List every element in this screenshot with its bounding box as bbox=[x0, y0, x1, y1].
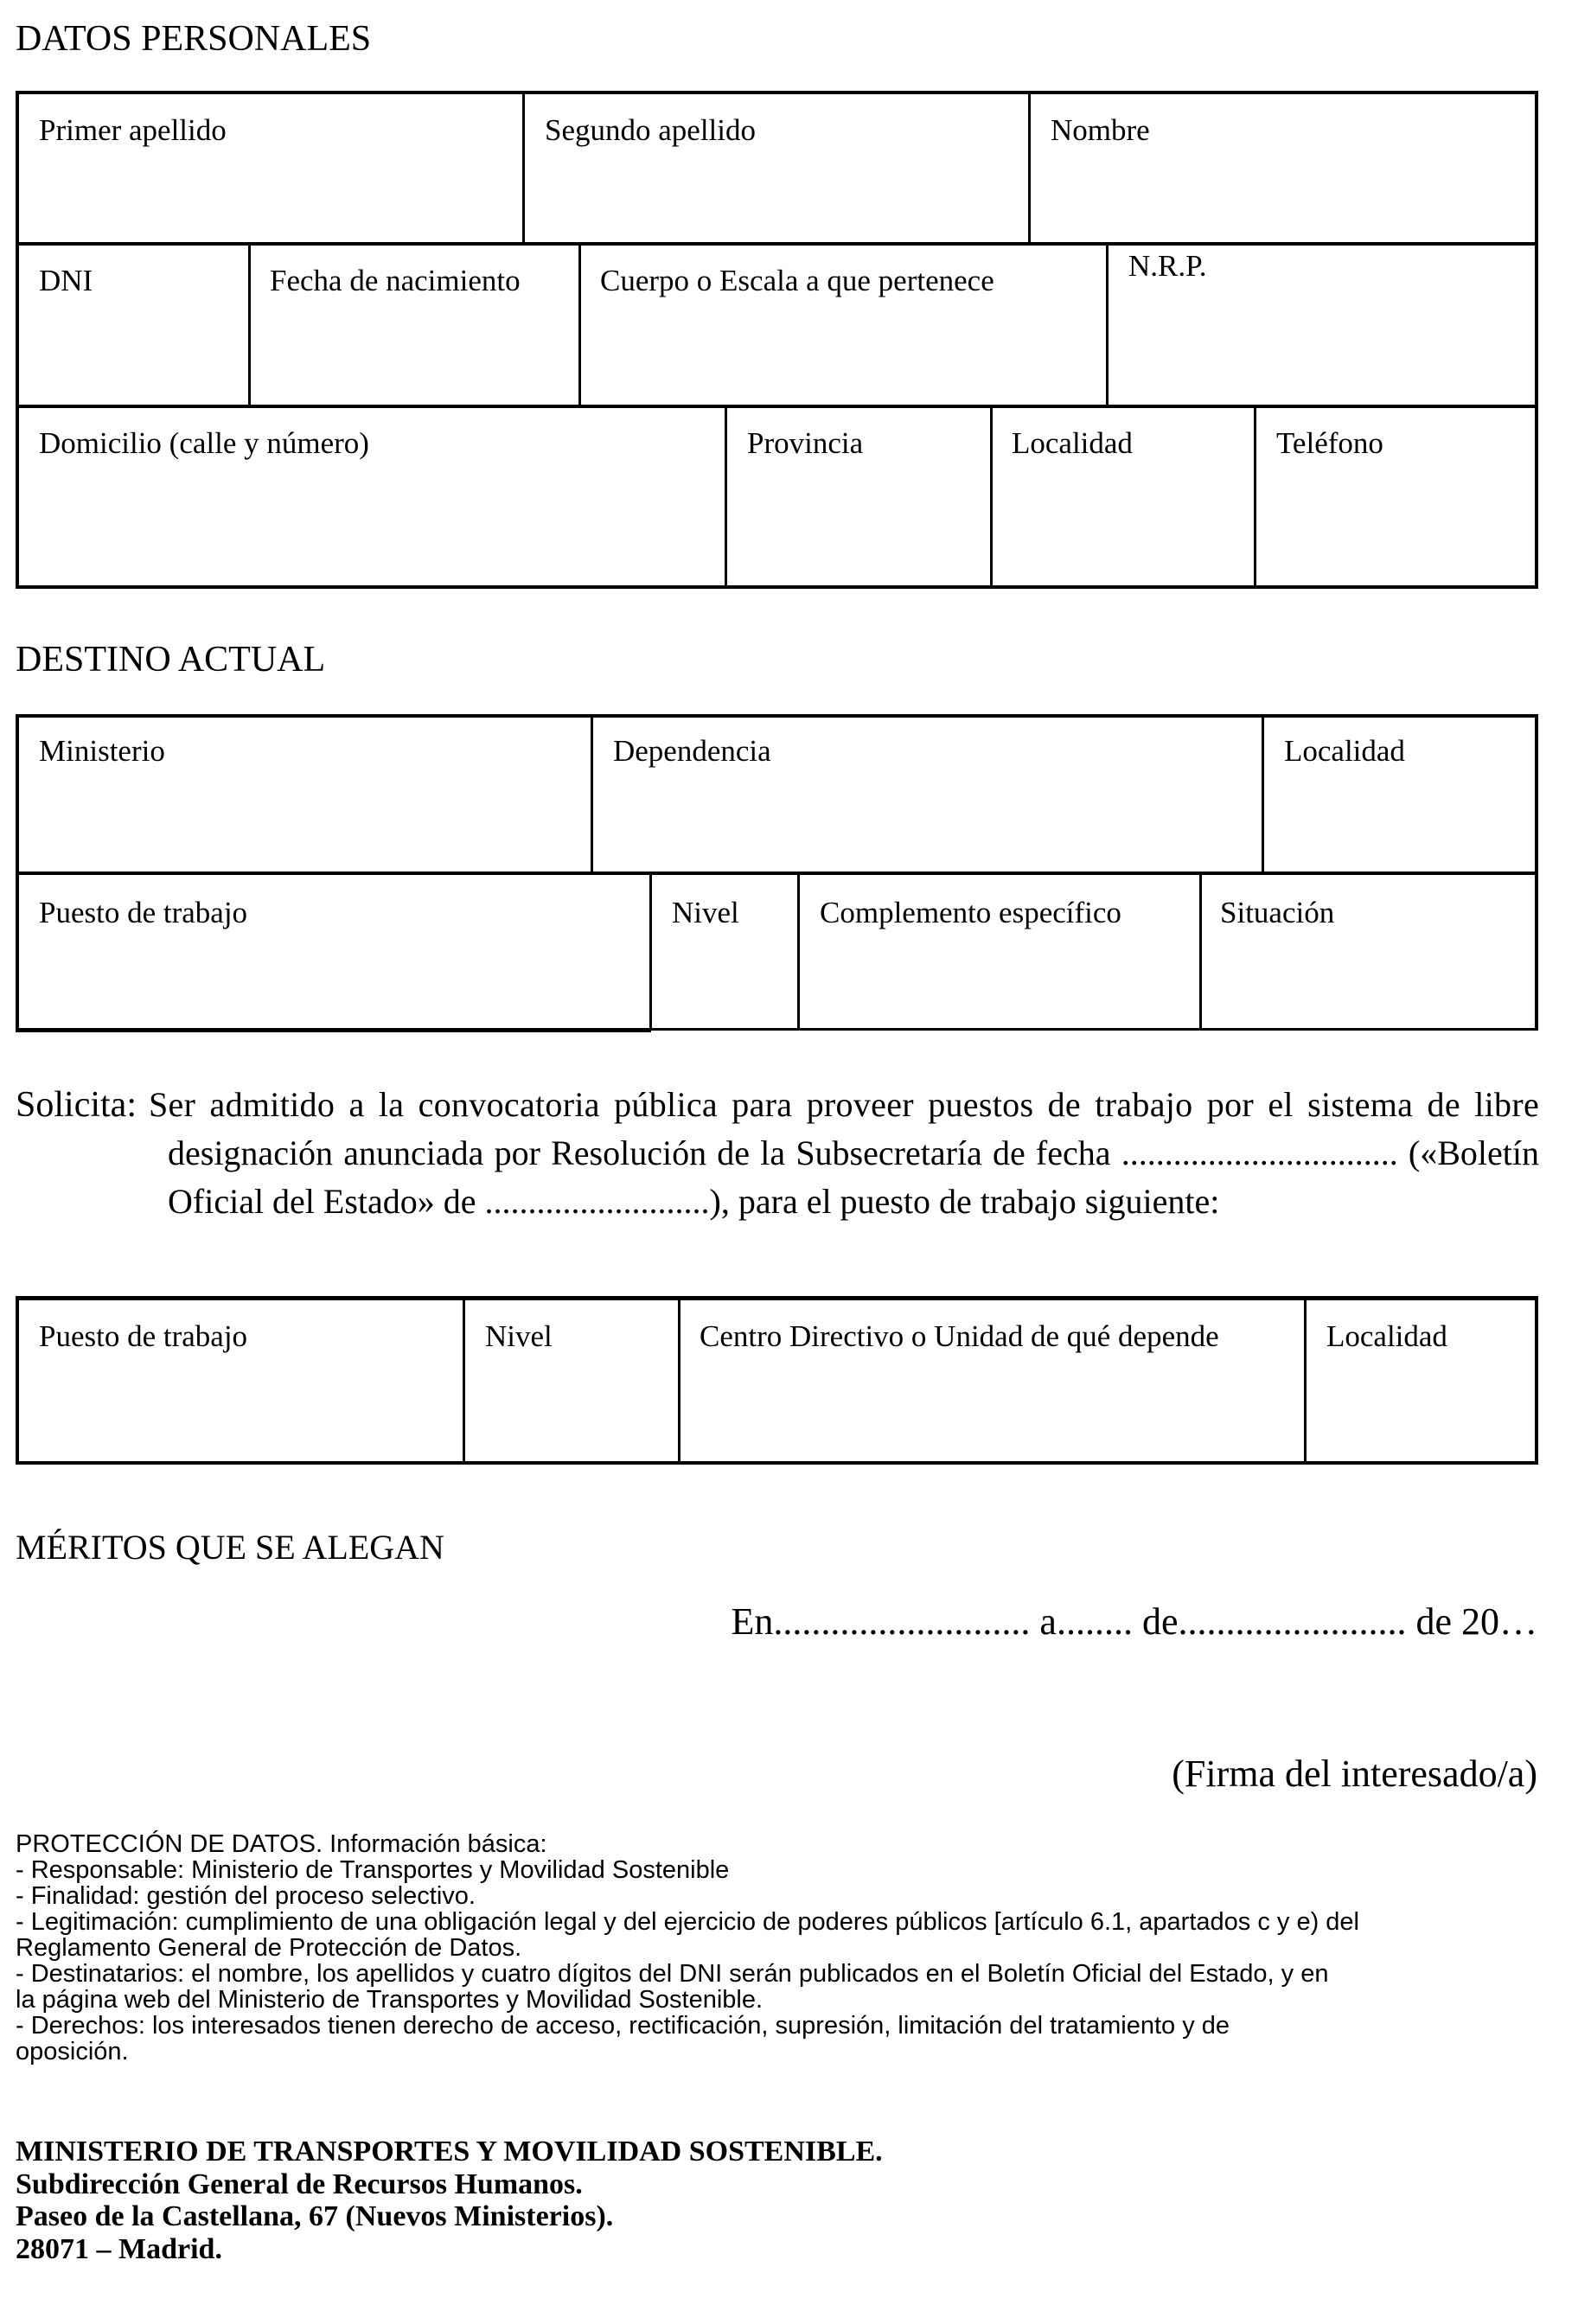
table-bottom-border-right bbox=[651, 1028, 1538, 1031]
label-puesto-trabajo: Puesto de trabajo bbox=[39, 1319, 248, 1353]
solicita-text-2: designación anunciada por Resolución de la Subsecretaría de fecha ................................ («Boletín bbox=[168, 1133, 1539, 1172]
solicita-label: Solicita: bbox=[16, 1085, 137, 1125]
label-nrp: N.R.P. bbox=[1128, 249, 1207, 283]
proteccion-line: - Responsable: Ministerio de Transportes y Movilidad Sostenible bbox=[16, 1856, 730, 1884]
label-primer-apellido: Primer apellido bbox=[39, 113, 227, 147]
proteccion-line: Reglamento General de Protección de Datos. bbox=[16, 1934, 522, 1962]
table-right-border bbox=[1535, 714, 1538, 1031]
label-provincia: Provincia bbox=[747, 426, 864, 460]
label-situacion: Situación bbox=[1220, 896, 1335, 929]
direccion-block bbox=[16, 2136, 883, 2265]
proteccion-line: - Destinatarios: el nombre, los apellidos y cuatro dígitos del DNI serán publicados en el Boletín Oficial del Estado, y en bbox=[16, 1960, 1329, 1988]
section-title-destino-actual: DESTINO ACTUAL bbox=[16, 640, 326, 680]
label-domicilio: Domicilio (calle y número) bbox=[39, 426, 369, 460]
label-telefono: Teléfono bbox=[1276, 426, 1383, 460]
label-centro-directivo: Centro Directivo o Unidad de qué depende bbox=[700, 1319, 1219, 1353]
proteccion-line: PROTECCIÓN DE DATOS. Información básica: bbox=[16, 1830, 547, 1858]
label-localidad: Localidad bbox=[1284, 734, 1405, 768]
label-dependencia: Dependencia bbox=[613, 734, 771, 768]
direccion-subdireccion: Subdirección General de Recursos Humanos. bbox=[16, 2168, 583, 2200]
firma-label: (Firma del interesado/a) bbox=[1172, 1753, 1537, 1795]
proteccion-datos-block bbox=[16, 1831, 1359, 2065]
label-ministerio: Ministerio bbox=[39, 734, 165, 768]
section-title-datos-personales: DATOS PERSONALES bbox=[16, 19, 372, 59]
proteccion-line: la página web del Ministerio de Transportes y Movilidad Sostenible. bbox=[16, 1986, 764, 2014]
label-localidad: Localidad bbox=[1012, 426, 1133, 460]
solicita-line-1 bbox=[16, 1081, 1539, 1129]
proteccion-line: - Legitimación: cumplimiento de una obligación legal y del ejercicio de poderes públicos [artículo 6.1, apartados c y e) del bbox=[16, 1908, 1359, 1936]
table-bottom-border-left bbox=[16, 1028, 651, 1032]
label-nivel: Nivel bbox=[485, 1319, 553, 1353]
solicita-paragraph bbox=[16, 1081, 1539, 1226]
direccion-calle: Paseo de la Castellana, 67 (Nuevos Ministerios). bbox=[16, 2200, 614, 2232]
label-segundo-apellido: Segundo apellido bbox=[545, 113, 756, 147]
label-dni: DNI bbox=[39, 264, 93, 297]
fecha-lugar-line[interactable]: En........................... a........ de........................ de 20… bbox=[731, 1600, 1537, 1643]
label-localidad: Localidad bbox=[1326, 1319, 1447, 1353]
proteccion-line: oposición. bbox=[16, 2038, 129, 2065]
solicita-text-3: Oficial del Estado» de ..........................), para el puesto de trabajo siguiente: bbox=[168, 1182, 1220, 1221]
section-title-meritos: MÉRITOS QUE SE ALEGAN bbox=[16, 1528, 444, 1567]
label-complemento-especifico: Complemento específico bbox=[820, 896, 1121, 929]
direccion-cp-ciudad: 28071 – Madrid. bbox=[16, 2232, 222, 2265]
solicita-text-1: Ser admitido a la convocatoria pública para proveer puestos de trabajo por el sistema de libre bbox=[149, 1085, 1539, 1124]
label-fecha-nacimiento: Fecha de nacimiento bbox=[270, 264, 521, 297]
label-puesto-trabajo: Puesto de trabajo bbox=[39, 896, 248, 929]
proteccion-line: - Finalidad: gestión del proceso selectivo. bbox=[16, 1882, 476, 1910]
label-nombre: Nombre bbox=[1051, 113, 1150, 147]
label-nivel: Nivel bbox=[672, 896, 739, 929]
label-cuerpo-escala: Cuerpo o Escala a que pertenece bbox=[600, 264, 994, 297]
direccion-ministerio: MINISTERIO DE TRANSPORTES Y MOVILIDAD SOSTENIBLE. bbox=[16, 2136, 883, 2168]
proteccion-line: - Derechos: los interesados tienen derecho de acceso, rectificación, supresión, limitación del tratamiento y de bbox=[16, 2012, 1230, 2040]
